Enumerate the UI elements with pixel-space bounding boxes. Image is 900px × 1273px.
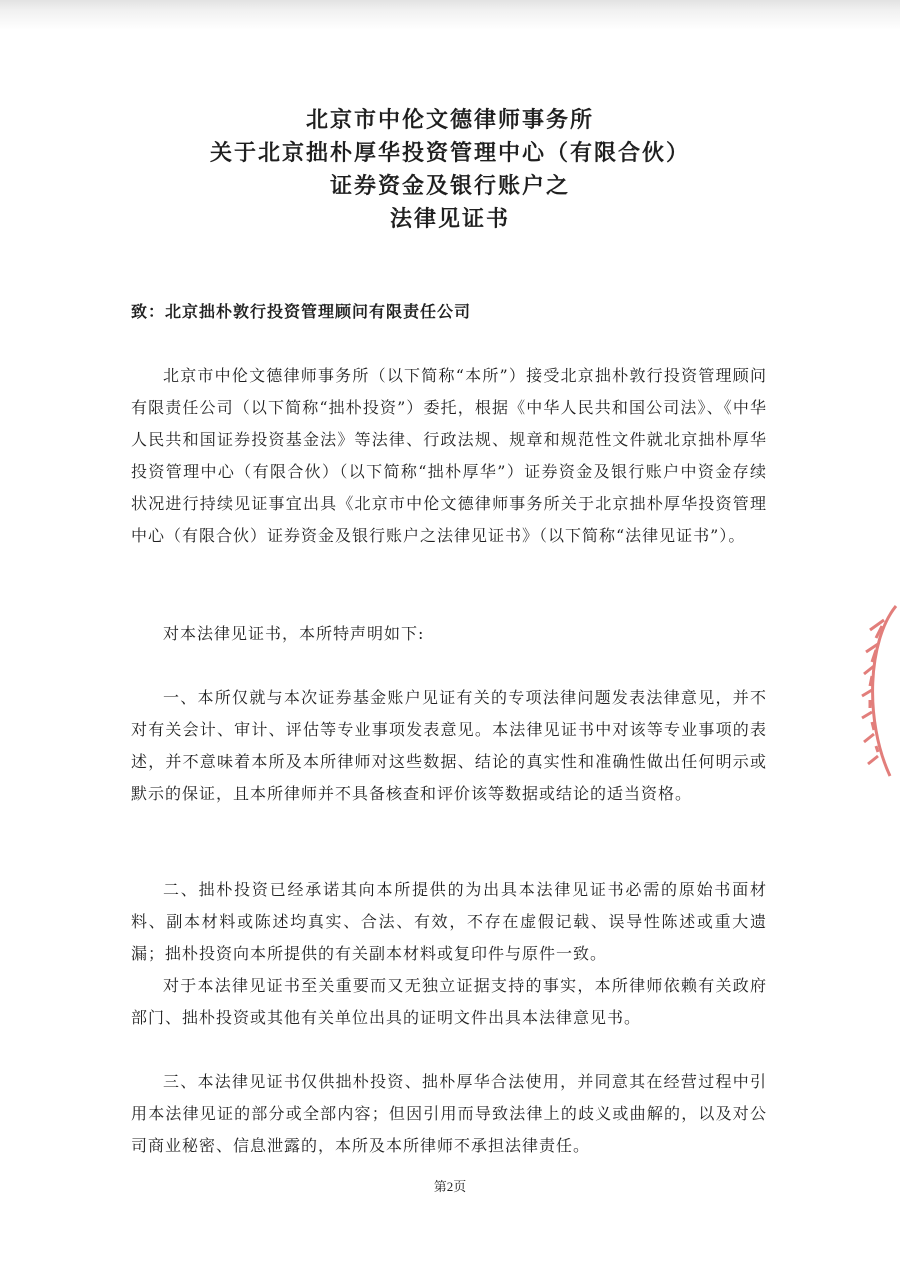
page-number: 第2页 [433, 1179, 467, 1194]
intro-paragraph: 北京市中伦文德律师事务所（以下简称“本所”）接受北京拙朴敦行投资管理顾问有限责任公司（以下简称“拙朴投资”）委托，根据《中华人民共和国公司法》、《中华人民共和国证券投资基金法》等法律、行政法规、规章和规范性文件就北京拙朴厚华投资管理中心（有限合伙）（以下简称“拙朴厚华”）证券资金及银行账户中资金存续状况进行持续见证事宜出具《北京市中伦文德律师事务所关于北京拙朴厚华投资管理中心（有限合伙）证券资金及银行账户之法律见证书》（以下简称“法律见证书”）。 [131, 366, 767, 545]
clause-3-paragraph: 三、本法律见证书仅供拙朴投资、拙朴厚华合法使用，并同意其在经营过程中引用本法律见证的部分或全部内容；但因引用而导致法律上的歧义或曲解的，以及对公司商业秘密、信息泄露的，本所及本所律师不承担法律责任。 [131, 1072, 767, 1155]
scan-top-edge [0, 0, 900, 30]
document-title [0, 104, 900, 236]
seal-stamp-fragment [856, 600, 900, 780]
addressee: 致：北京拙朴敦行投资管理顾问有限责任公司 [131, 302, 472, 321]
clause-2-paragraph: 二、拙朴投资已经承诺其向本所提供的为出具本法律见证书必需的原始书面材料、副本材料或陈述均真实、合法、有效，不存在虚假记载、误导性陈述或重大遗漏；拙朴投资向本所提供的有关副本材料或复印件与原件一致。 [131, 880, 767, 963]
title-line-2: 关于北京拙朴厚华投资管理中心（有限合伙） [209, 140, 690, 166]
clause-1-paragraph: 一、本所仅就与本次证券基金账户见证有关的专项法律问题发表法律意见，并不对有关会计、审计、评估等专业事项发表意见。本法律见证书中对该等专业事项的表述，并不意味着本所及本所律师对这些数据、结论的真实性和准确性做出任何明示或默示的保证，且本所律师并不具备核查和评价该等数据或结论的适当资格。 [131, 688, 767, 803]
title-line-4: 法律见证书 [389, 206, 510, 232]
clause-2-continuation-paragraph: 对于本法律见证书至关重要而又无独立证据支持的事实，本所律师依赖有关政府部门、拙朴投资或其他有关单位出具的证明文件出具本法律意见书。 [131, 976, 767, 1027]
title-line-3: 证券资金及银行账户之 [329, 173, 570, 199]
declaration-paragraph: 对本法律见证书，本所特声明如下: [163, 624, 425, 643]
seal-stamp-icon [856, 600, 900, 780]
title-line-1: 北京市中伦文德律师事务所 [305, 107, 594, 133]
